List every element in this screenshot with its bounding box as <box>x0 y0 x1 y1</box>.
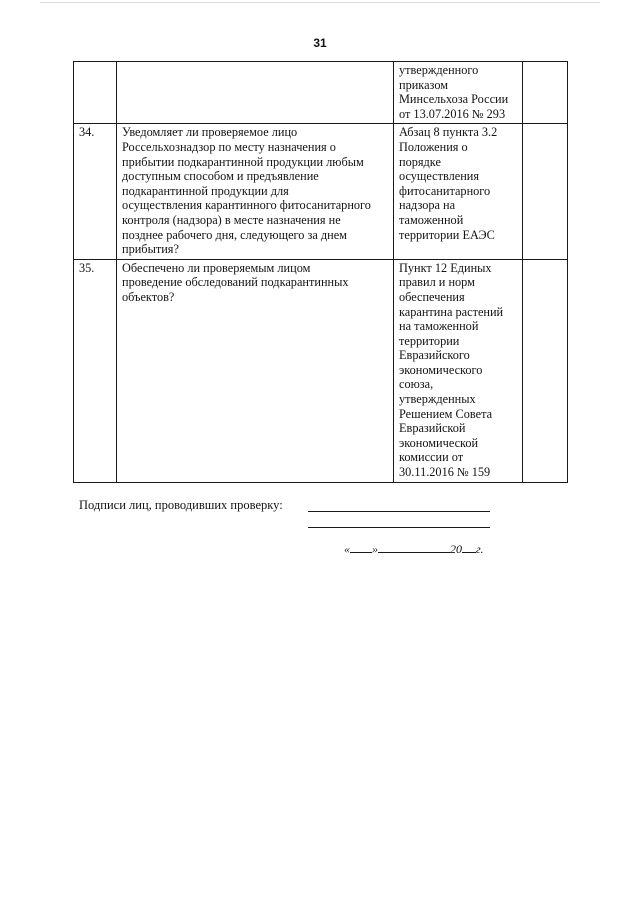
question-line: Обеспечено ли проверяемым лицом <box>122 260 311 275</box>
page-number: 31 <box>313 36 327 50</box>
reference-line: таможенной <box>399 212 464 227</box>
date-day-blank <box>350 541 372 553</box>
signature-line-2 <box>308 527 490 528</box>
date-line <box>344 541 484 557</box>
reference-line: обеспечения <box>399 289 465 304</box>
requirement-question <box>117 259 394 482</box>
question-line: прибытия? <box>122 242 179 257</box>
row-number: 35. <box>74 259 117 482</box>
legal-reference <box>394 62 523 124</box>
reference-line: территории ЕАЭС <box>399 227 495 242</box>
question-line: контроля (надзора) в месте назначения не <box>122 212 341 227</box>
reference-line: территории <box>399 333 460 348</box>
question-line: Уведомляет ли проверяемое лицо <box>122 125 298 140</box>
requirement-question <box>117 62 394 124</box>
question-line: осуществления карантинного фитосанитарного <box>122 198 371 213</box>
date-open-quote: « <box>344 542 350 556</box>
question-line: доступным способом и предъявление <box>122 169 319 184</box>
scan-artifact-line <box>40 2 600 3</box>
question-line: Россельхознадзор по месту назначения о <box>122 139 336 154</box>
reference-line: от 13.07.2016 № 293 <box>399 106 506 121</box>
checklist-table-body <box>74 62 568 483</box>
reference-line: надзора на <box>399 198 456 213</box>
notes-cell <box>523 124 568 259</box>
reference-line: осуществления <box>399 169 480 184</box>
requirement-question <box>117 124 394 259</box>
reference-line: правил и норм <box>399 275 475 290</box>
reference-line: союза, <box>399 377 434 392</box>
question-line: объектов? <box>122 289 175 304</box>
reference-line: комиссии от <box>399 450 464 465</box>
question-line: позднее рабочего дня, следующего за днем <box>122 227 347 242</box>
reference-line: экономической <box>399 435 479 450</box>
reference-line: на таможенной <box>399 319 479 334</box>
signatures-label: Подписи лиц, проводивших проверку: <box>79 498 283 512</box>
notes-cell <box>523 62 568 124</box>
reference-line: утвержденных <box>399 392 476 407</box>
table-row <box>74 259 568 482</box>
reference-line: утвержденного <box>399 63 479 77</box>
reference-line: Пункт 12 Единых <box>399 260 492 275</box>
reference-line: порядке <box>399 154 441 169</box>
date-month-blank <box>378 541 450 553</box>
reference-line: Абзац 8 пункта 3.2 <box>399 125 498 140</box>
reference-line: экономического <box>399 362 483 377</box>
checklist-table <box>73 61 568 483</box>
question-line: прибытии подкарантинной продукции любым <box>122 154 364 169</box>
legal-reference <box>394 124 523 259</box>
table-row <box>74 62 568 124</box>
reference-line: Евразийской <box>399 421 466 436</box>
question-line: подкарантинной продукции для <box>122 183 289 198</box>
reference-line: фитосанитарного <box>399 183 491 198</box>
date-year-blank <box>462 541 476 553</box>
reference-line: 30.11.2016 № 159 <box>399 465 491 480</box>
reference-line: Евразийского <box>399 348 470 363</box>
signature-line-1 <box>308 511 490 512</box>
row-number: 34. <box>74 124 117 259</box>
date-year-suffix: г. <box>476 542 484 556</box>
legal-reference <box>394 259 523 482</box>
reference-line: приказом <box>399 77 449 92</box>
table-row <box>74 124 568 259</box>
date-year-prefix: 20 <box>450 542 462 556</box>
date-close-quote: » <box>372 542 378 556</box>
row-number <box>74 62 117 124</box>
reference-line: Минсельхоза России <box>399 92 509 107</box>
reference-line: Решением Совета <box>399 406 493 421</box>
question-line: проведение обследований подкарантинных <box>122 275 349 290</box>
notes-cell <box>523 259 568 482</box>
reference-line: Положения о <box>399 139 468 154</box>
reference-line: карантина растений <box>399 304 504 319</box>
